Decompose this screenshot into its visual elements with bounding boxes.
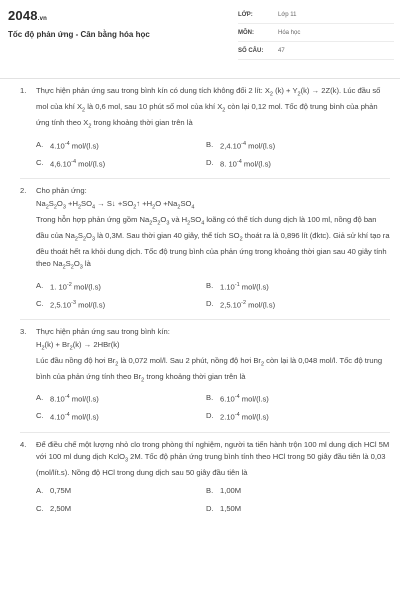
option-text: 0,75M [50,486,72,496]
answer-option[interactable] [206,504,376,516]
answer-option[interactable] [206,280,376,292]
answer-option[interactable] [206,486,376,498]
option-letter: A. [36,486,44,496]
option-text: $2,5.10^{-2}$ mol/(l.s) [220,299,276,310]
answer-option[interactable] [36,280,206,292]
answer-option[interactable] [36,486,206,498]
answer-option[interactable] [36,393,206,405]
logo-suffix: .vn [37,16,48,22]
meta-key: MÔN: [238,29,254,36]
question-text: Để điều chế một lượng nhỏ clo trong phòng thí nghiệm, người ta tiến hành trộn 100 ml dung dịch HCl 5M với 100 ml dung dịch KclO$_3$ 2M. Tốc độ phản ứng trung bình tính theo HCl trong 50 giây đầu tiên là 0,03 (mol/lít.s). Nồng độ HCl trong dung dịch sau 50 giây đầu tiên là [36,439,390,478]
option-letter: C. [36,411,44,421]
site-logo[interactable] [8,8,47,23]
answer-option[interactable] [36,411,206,423]
meta-row [238,24,394,42]
option-text: $4,6.10^{-4}$ mol/(l.s) [50,158,106,169]
question-item [20,326,390,423]
worksheet-title: Tốc độ phản ứng - Cân bằng hóa học [8,30,150,39]
question-number: 2. [20,186,27,196]
option-text: 1. $10^{-2}$ mol/(l.s) [50,281,101,292]
meta-value: Hóa học [278,29,301,36]
answer-option[interactable] [206,139,376,151]
option-letter: A. [36,139,44,149]
answer-option[interactable] [206,411,376,423]
option-letter: B. [206,139,214,149]
answer-option[interactable] [206,393,376,405]
option-text: $4.10^{-4}$ mol/(l.s) [50,412,99,422]
meta-key: LỚP: [238,11,253,18]
option-letter: B. [206,393,214,403]
meta-value: Lớp 11 [278,11,297,18]
answer-option[interactable] [36,157,206,169]
meta-row [238,42,394,60]
option-text: $1.10^{-1}$ mol/(l.s) [220,281,269,292]
option-letter: A. [36,393,44,403]
option-text: $4.10^{-4}$ mol/(l.s) [50,140,99,151]
question-number: 4. [20,439,27,449]
option-text: $2.10^{-4}$ mol/(l.s) [220,412,269,422]
option-text: $2,4.10^{-4}$ mol/(l.s) [220,140,276,151]
option-letter: D. [206,157,214,167]
question-item [20,439,390,516]
option-text: 8. $10^{-4}$ mol/(l.s) [220,158,271,169]
option-text: $8.10^{-4}$ mol/(l.s) [50,394,99,404]
answer-option[interactable] [206,157,376,169]
question-divider [20,319,390,320]
meta-row [238,6,394,24]
meta-value: 47 [278,47,285,54]
option-letter: B. [206,486,214,496]
option-letter: B. [206,280,214,290]
option-letter: C. [36,504,44,514]
answer-options [36,139,390,169]
question-list [0,79,400,516]
question-divider [20,178,390,179]
option-letter: D. [206,298,214,308]
question-text: Cho phản ứng: $Na_2S_2O_3 +H_2SO_4$ → S↓ $+SO_2↑ +H_2O +Na_2SO_4$ Trong hỗn hợp phản ứng gồm $Na_2S_2O_3$ và $H_2SO_4$ loãng có thể tích dung dịch là 100 ml, nồng độ ban đầu của $Na_2S_2O_3$ là 0,3M. Sau thời gian 40 giây, thể tích $SO_2$ thoát ra là 0,896 lít (đktc). Giả sử khí tạo ra đều thoát hết ra khỏi dung dịch. Tốc độ trung bình của phản ứng trong khoảng thời gian sau 40 giây tính theo $Na_2S_2O_3$ là [36,186,390,271]
option-letter: D. [206,411,214,421]
answer-options [36,280,390,310]
option-text: 1,50M [220,504,242,514]
question-item [20,185,390,310]
answer-options [36,486,390,516]
meta-key: SỐ CÂU: [238,47,264,54]
option-text: 2,50M [50,504,72,514]
question-text: Thực hiện phản ứng sau trong bình kín có dung tích không đổi 2 lít: $X_2$ $(k) + Y_2(k) \to 2Z(k)$. Lúc đầu số mol của khí $X_2$ là 0,6 mol, sau 10 phút số mol của khí $X_2$ còn lại 0,12 mol. Tốc độ trung bình của phản ứng tính theo $X_2$ trong khoảng thời gian trên là [36,86,381,130]
question-number: 1. [20,86,27,95]
option-text: $2,5.10^{-3}$ mol/(l.s) [50,299,106,310]
page-header [0,0,400,79]
question-text: Thực hiện phản ứng sau trong bình kín: $H_2(k) + Br_2(k) \to 2HBr(k)$ Lúc đầu nồng độ hơi $Br_2$ là 0,072 mol/l. Sau 2 phút, nồng độ hơi $Br_2$ còn lại là 0,048 mol/l. Tốc độ trung bình của phản ứng tính theo $Br_2$ trong khoảng thời gian trên là [36,327,383,384]
meta-table [238,6,394,60]
question-item [20,85,390,169]
answer-options [36,393,390,423]
question-divider [20,432,390,433]
answer-option[interactable] [36,298,206,310]
option-letter: C. [36,157,44,167]
answer-option[interactable] [206,298,376,310]
question-number: 3. [20,327,27,337]
option-text: 1,00M [220,486,242,496]
answer-option[interactable] [36,139,206,151]
option-letter: C. [36,298,44,308]
answer-option[interactable] [36,504,206,516]
option-letter: D. [206,504,214,514]
logo-text: 2048 [8,8,38,23]
option-letter: A. [36,280,44,290]
option-text: $6.10^{-4}$ mol/(l.s) [220,394,269,404]
